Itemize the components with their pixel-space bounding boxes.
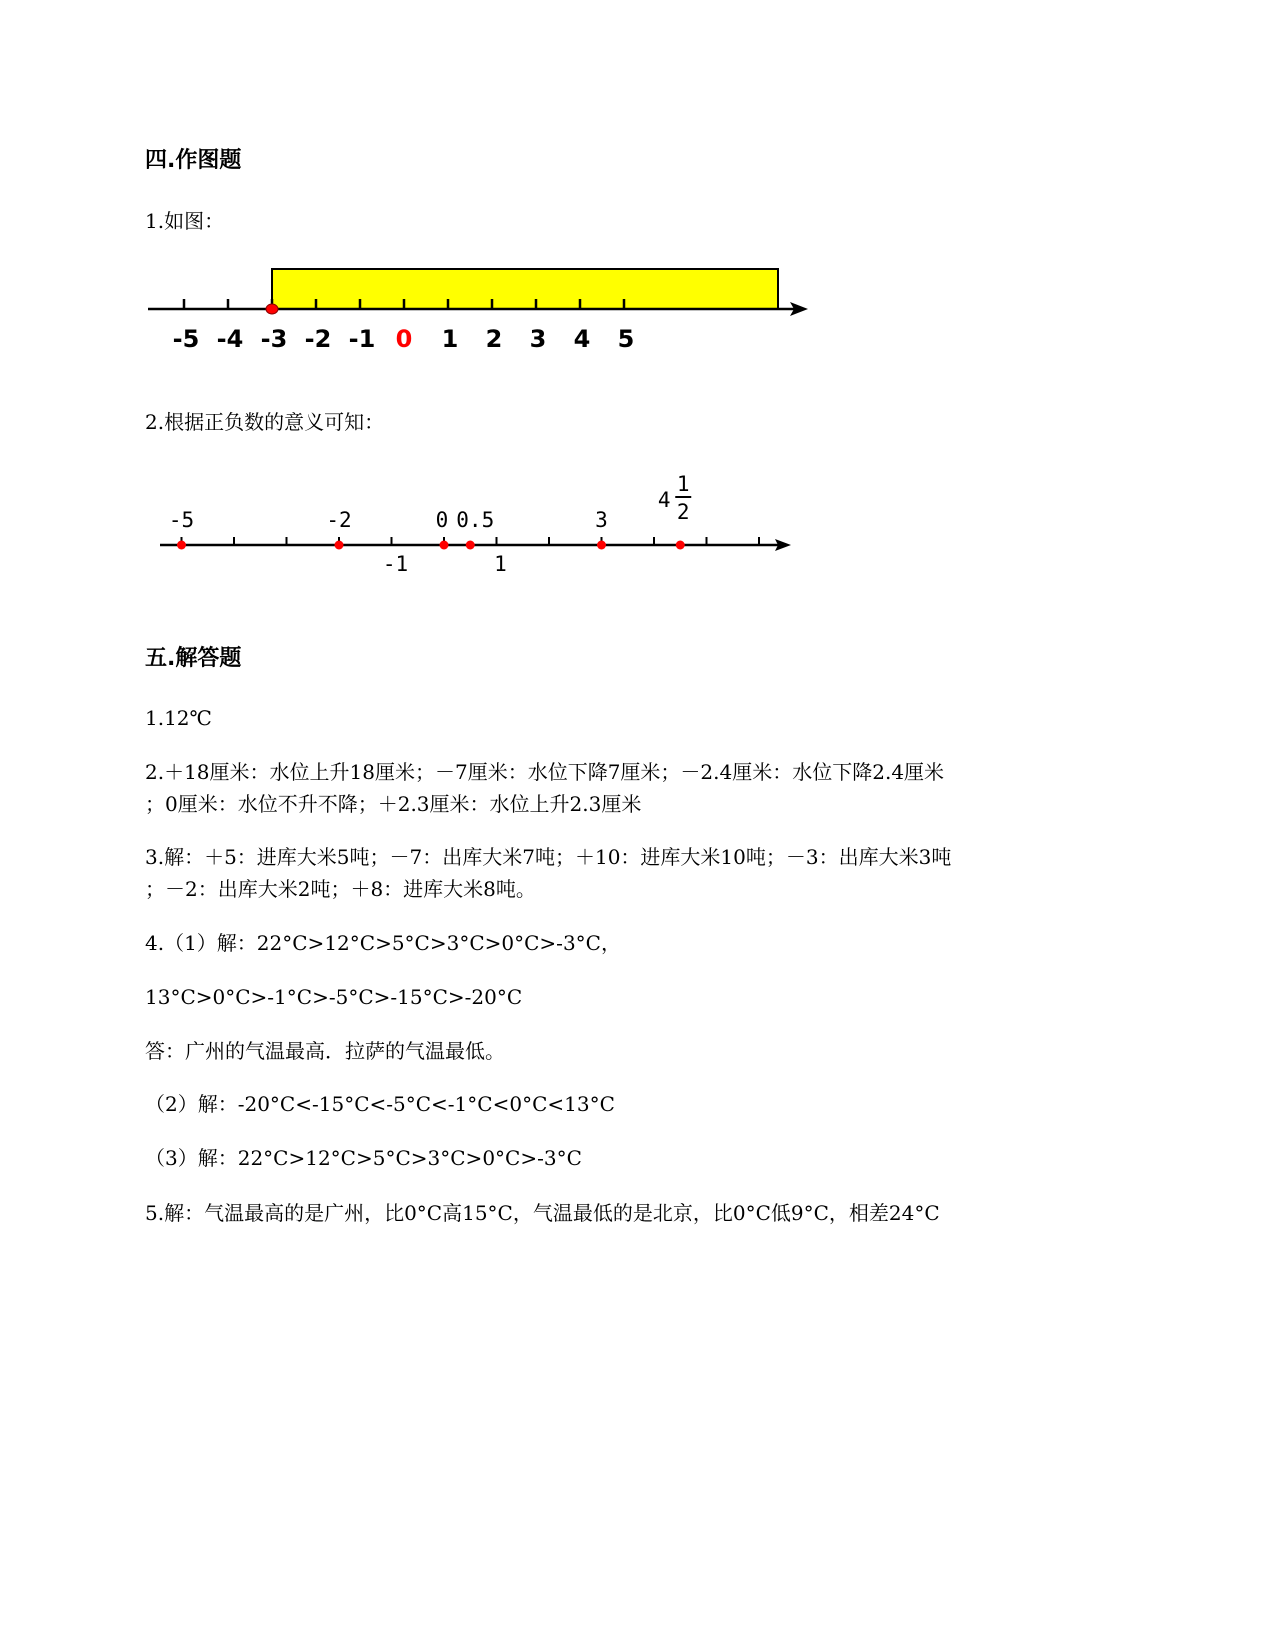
answer-2-line-1: 2.＋18厘米：水位上升18厘米；－7厘米：水位下降7厘米；－2.4厘米：水位下降2.4厘米 [145, 760, 945, 784]
highlighted-region [272, 269, 778, 309]
tick-label: 1 [441, 325, 459, 353]
answer-4-line-5: （3）解：22°C>12°C>5°C>3°C>0°C>-3°C [145, 1146, 582, 1170]
answer-3-line-1: 3.解：＋5：进库大米5吨；－7：出库大米7吨；＋10：进库大米10吨；－3：出库大米3吨 [145, 845, 952, 869]
number-line-figure-2 [155, 465, 805, 580]
section-title-answers: 五.解答题 [145, 646, 242, 671]
point-marker [676, 541, 685, 550]
answer-4-line-2: 13°C>0°C>-1°C>-5°C>-15°C>-20°C [145, 985, 523, 1009]
question-2-label: 2.根据正负数的意义可知： [145, 410, 385, 434]
answer-4-line-1: 4.（1）解：22°C>12°C>5°C>3°C>0°C>-3°C， [145, 931, 621, 955]
answer-5: 5.解：气温最高的是广州，比0°C高15°C，气温最低的是北京，比0°C低9°C，相差24°C [145, 1201, 940, 1225]
number-line-figure-1 [140, 255, 820, 355]
point-label: -2 [326, 508, 352, 532]
point-label: 3 [595, 508, 608, 532]
point-marker [177, 541, 186, 550]
point-marker [597, 541, 606, 550]
answer-2-line-2: ；0厘米：水位不升不降；＋2.3厘米：水位上升2.3厘米 [145, 792, 642, 816]
answer-4-line-3: 答：广州的气温最高．拉萨的气温最低。 [145, 1039, 505, 1063]
point-label: 0.5 [456, 508, 495, 532]
tick-label: 0 [395, 325, 413, 353]
section-title-drawing: 四.作图题 [145, 148, 242, 173]
point-marker [440, 541, 449, 550]
point-label: -5 [168, 508, 195, 532]
answer-1: 1.12℃ [145, 706, 212, 730]
answer-3-line-2: ；－2：出库大米2吨；＋8：进库大米8吨。 [145, 877, 536, 901]
point-marker [335, 541, 344, 550]
tick-label: 2 [485, 325, 503, 353]
tick-label: 4 [573, 325, 591, 353]
tick-label: -3 [260, 325, 288, 353]
tick-label: -5 [172, 325, 200, 353]
tick-label: 5 [617, 325, 635, 353]
fraction-whole: 4 [657, 488, 671, 512]
fraction-denominator: 2 [676, 500, 690, 524]
point-marker [466, 541, 475, 550]
tick-label: 3 [529, 325, 547, 353]
question-1-label: 1.如图： [145, 209, 225, 233]
tick-label: -2 [304, 325, 332, 353]
answer-4-line-4: （2）解：-20°C<-15°C<-5°C<-1°C<0°C<13°C [145, 1092, 615, 1116]
fraction-numerator: 1 [676, 472, 690, 496]
point-label: 1 [494, 552, 507, 576]
tick-label: -1 [348, 325, 376, 353]
point-label: 0 [435, 508, 449, 532]
tick-label: -4 [216, 325, 244, 353]
point-label: -1 [382, 552, 409, 576]
start-point-marker [266, 304, 278, 314]
